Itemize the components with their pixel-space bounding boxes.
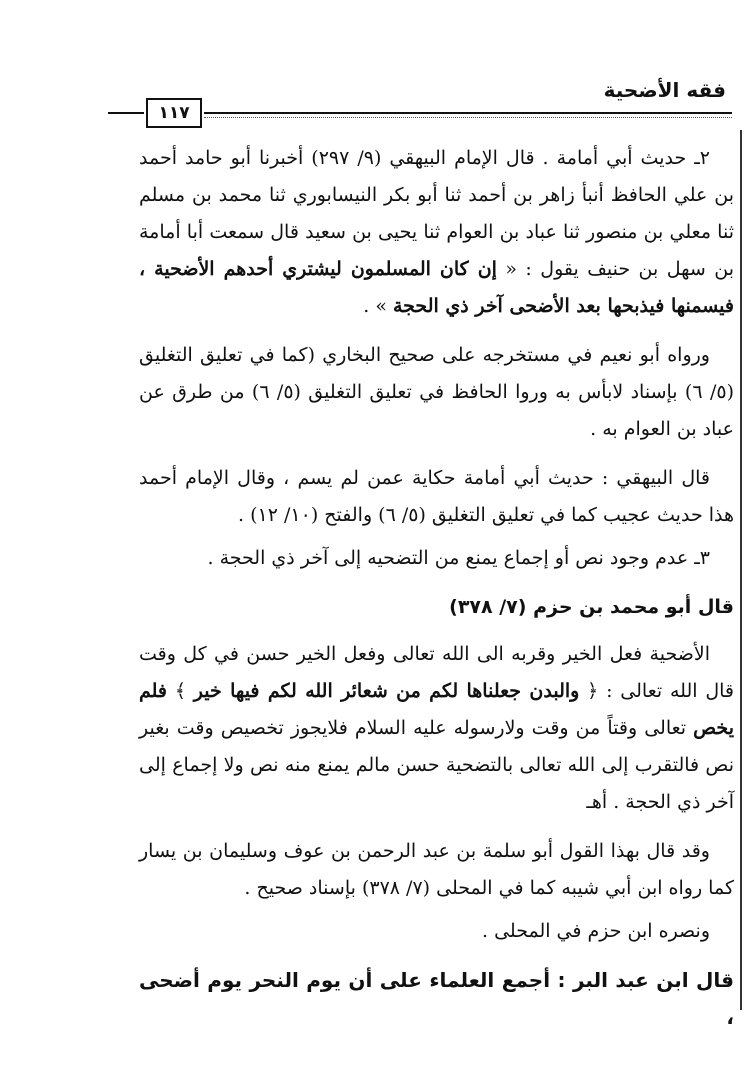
header-rule-dotted: [204, 117, 732, 118]
page-header: [108, 72, 732, 124]
paragraph-ibn-abd-al-barr: قال ابن عبد البر : أجمع العلماء على أن يوم النحر يوم أضحى ،: [139, 968, 734, 1029]
quran-verse: والبدن جعلناها لكم من شعائر الله لكم فيها خير: [193, 680, 580, 702]
emphasis-text: فلم يخص: [139, 680, 734, 739]
page-number: ١١٧: [146, 98, 202, 128]
paragraph-text: ٢ـ حديث أبي أمامة . قال الإمام البيهقي (٩/ ٢٩٧) أخبرنا أبو حامد أحمد بن علي الحافظ أنبأ زاهر بن أحمد ثنا أبو بكر النيسابوري ثنا محمد بن مسلم ثنا معلي بن منصور ثنا عباد بن العوام ثنا يحيى بن سعيد قال سمعت أبا أمامة بن سهل بن حنيف يقول : «: [139, 147, 734, 280]
section-heading: قال أبو محمد بن حزم (٧/ ٣٧٨): [449, 596, 734, 618]
paragraph-text: ﴾: [167, 680, 194, 702]
paragraph-text: تعالى وقتاً من وقت ولارسوله عليه السلام فلايجوز تخصيص وقت بغير نص فالتقرب إلى الله تعالى بالتضحية حسن مالم يمنع منه نص ولا إجماع إلى آخر ذي الحجة . أهـ: [139, 717, 734, 813]
paragraph-text: » .: [363, 295, 393, 317]
paragraph-hadith-abu-umama: [139, 140, 734, 325]
paragraph-abu-nuaym: ورواه أبو نعيم في مستخرجه على صحيح البخاري (كما في تعليق التغليق (٥/ ٦) بإسناد لابأس به وروا الحافظ في تعليق التغليق (٥/ ٦) من طرق عن عباد بن العوام به .: [139, 344, 734, 440]
paragraph-ibn-hazm: [139, 636, 734, 821]
header-rule: [204, 112, 732, 114]
paragraph-abu-salama: وقد قال بهذا القول أبو سلمة بن عبد الرحمن بن عوف وسليمان بن يسار كما رواه ابن أبي شيبه كما في المحلى (٧/ ٣٧٨) بإسناد صحيح .: [139, 840, 734, 899]
header-rule-left: [108, 112, 144, 114]
hadith-quote: إن كان المسلمون ليشتري أحدهم الأضحية ، فيسمنها فيذبحها بعد الأضحى آخر ذي الحجة: [139, 258, 734, 317]
paragraph-point-three: ٣ـ عدم وجود نص أو إجماع يمنع من التضحيه إلى آخر ذي الحجة .: [207, 547, 710, 569]
paragraph-bayhaqi: قال البيهقي : حديث أبي أمامة حكاية عمن لم يسم ، وقال الإمام أحمد هذا حديث عجيب كما في تعليق التغليق (٥/ ٦) والفتح (١٠/ ١٢) .: [139, 467, 734, 526]
paragraph-muhalla: ونصره ابن حزم في المحلى .: [482, 920, 710, 942]
running-title: فقه الأضحية: [603, 78, 726, 102]
page-edge-line: [740, 130, 742, 1010]
page-body: [139, 140, 734, 1056]
paragraph-text: الأضحية فعل الخير وقربه الى الله تعالى وفعل الخير حسن في كل وقت قال الله تعالى : ﴿: [139, 643, 734, 702]
